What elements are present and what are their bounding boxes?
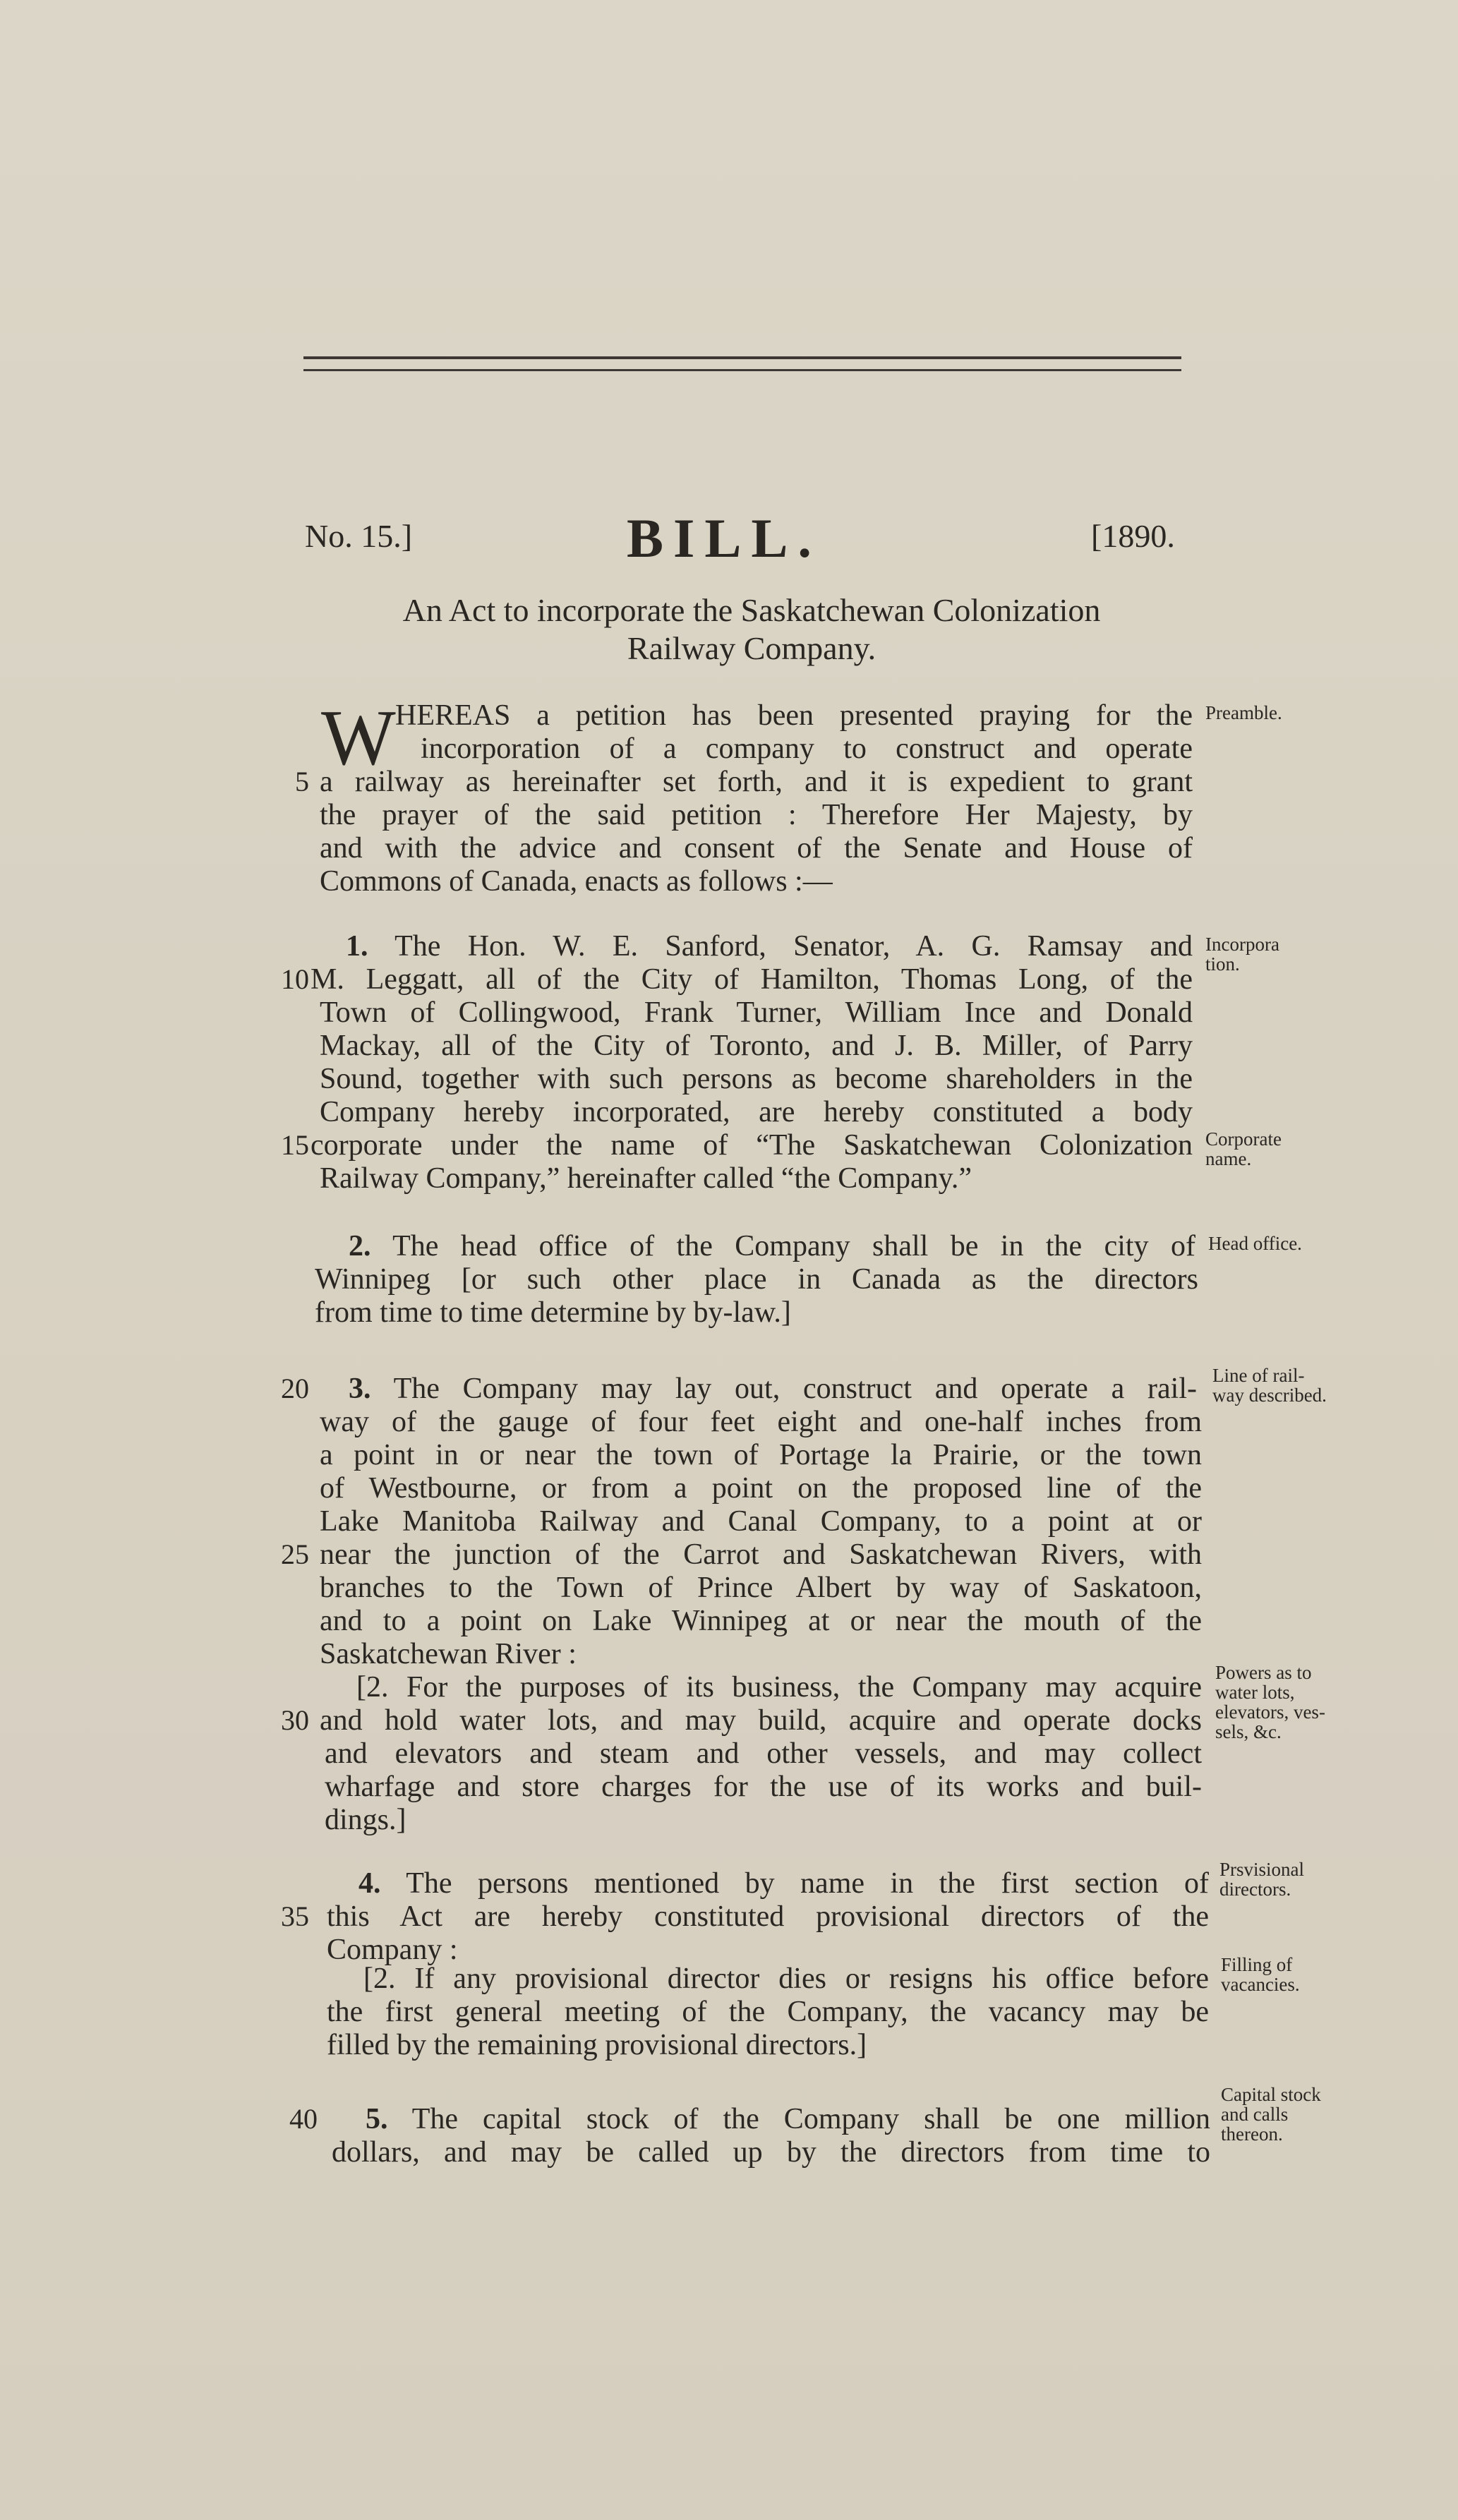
body-line: a point in or near the town of Portage la Prairie, or the town — [320, 1439, 1202, 1471]
section-1-start — [346, 929, 1193, 963]
body-line: Mackay, all of the City of Toronto, and J. B. Miller, of Parry — [320, 1030, 1193, 1062]
body-line: Sound, together with such persons as become shareholders in the — [320, 1063, 1193, 1095]
body-text: The persons mentioned by name in the first section of — [406, 1867, 1209, 1900]
bill-heading: BILL. — [627, 507, 821, 569]
margin-note-head-office — [1208, 1234, 1370, 1253]
body-line: the prayer of the said petition : Therefore Her Majesty, by — [320, 799, 1193, 831]
body-line: filled by the remaining provisional directors.] — [327, 2029, 867, 2061]
line-number: 30 — [281, 1704, 309, 1736]
bill-number: No. 15.] — [305, 518, 413, 554]
section-number: 2. — [349, 1230, 371, 1262]
body-line: branches to the Town of Prince Albert by way of Saskatoon, — [320, 1572, 1202, 1604]
margin-note-text: Preamble. — [1205, 702, 1282, 723]
body-line: Company : — [327, 1934, 458, 1966]
section-number: 1. — [346, 930, 368, 963]
body-line: Saskatchewan River : — [320, 1638, 577, 1670]
top-rule — [303, 356, 1181, 359]
line-number: 15 — [281, 1129, 309, 1161]
margin-note-text: tion. — [1205, 953, 1240, 975]
line-number: 5 — [295, 766, 309, 797]
margin-note-text: sels, &c. — [1215, 1721, 1282, 1742]
body-line: [2. For the purposes of its business, the Company may acquire — [356, 1671, 1202, 1704]
bill-year: [1890. — [1091, 518, 1175, 554]
line-number: 25 — [281, 1538, 309, 1570]
line-number: 10 — [281, 963, 309, 995]
act-title-line-2: Railway Company. — [627, 630, 876, 666]
section-number: 3. — [349, 1373, 371, 1405]
margin-note-text: water lots, — [1215, 1682, 1295, 1703]
body-text: The Company may lay out, construct and operate a rail- — [393, 1373, 1197, 1405]
margin-note-text: Corporate — [1205, 1128, 1282, 1150]
margin-note-text: way described. — [1212, 1385, 1327, 1406]
body-text: The Hon. W. E. Sanford, Senator, A. G. Ramsay and — [394, 930, 1193, 963]
body-line: incorporation of a company to construct and operate — [421, 733, 1193, 765]
body-line: dollars, and may be called up by the directors from time to — [332, 2136, 1210, 2169]
body-text: The head office of the Company shall be in the city of — [392, 1230, 1195, 1262]
body-line: the first general meeting of the Company, the vacancy may be — [327, 1996, 1209, 2028]
margin-note-preamble — [1205, 703, 1368, 723]
body-line: Lake Manitoba Railway and Canal Company, to a point at or — [320, 1505, 1202, 1538]
section-4-start — [359, 1867, 1209, 1900]
body-line: this Act are hereby constituted provisional directors of the — [327, 1900, 1209, 1933]
section-number: 5. — [366, 2103, 388, 2135]
body-line: corporate under the name of “The Saskatchewan Colonization — [311, 1129, 1193, 1162]
drop-cap: W — [321, 694, 396, 782]
margin-note-corporate-name — [1205, 1129, 1368, 1169]
margin-note-filling-vacancies — [1221, 1955, 1383, 1994]
margin-note-text: Line of rail- — [1212, 1365, 1305, 1386]
margin-note-text: Filling of — [1221, 1954, 1293, 1975]
section-number: 4. — [359, 1867, 381, 1900]
body-line: Winnipeg [or such other place in Canada as the directors — [315, 1263, 1198, 1296]
section-3-start — [349, 1372, 1197, 1406]
line-number: 20 — [281, 1373, 309, 1404]
body-line: a railway as hereinafter set forth, and it is expedient to grant — [320, 766, 1193, 798]
body-line: Town of Collingwood, Frank Turner, William Ince and Donald — [320, 996, 1193, 1029]
body-line: wharfage and store charges for the use of its works and buil- — [325, 1771, 1202, 1803]
body-line: of Westbourne, or from a point on the proposed line of the — [320, 1472, 1202, 1505]
body-line: Railway Company,” hereinafter called “the Company.” — [320, 1162, 972, 1195]
body-line: and to a point on Lake Winnipeg at or near the mouth of the — [320, 1605, 1202, 1637]
margin-note-incorporation — [1205, 934, 1368, 974]
body-line: and elevators and steam and other vessels, and may collect — [325, 1737, 1202, 1770]
body-line: and with the advice and consent of the Senate and House of — [320, 832, 1193, 864]
margin-note-text: and calls — [1221, 2104, 1289, 2125]
body-line: and hold water lots, and may build, acquire and operate docks — [320, 1704, 1202, 1737]
margin-note-line-of-railway — [1212, 1365, 1375, 1405]
margin-note-text: Powers as to — [1215, 1662, 1312, 1683]
body-line: dings.] — [325, 1804, 406, 1836]
body-line: from time to time determine by by-law.] — [315, 1296, 791, 1329]
section-2-start — [349, 1229, 1195, 1263]
margin-note-text: directors. — [1219, 1879, 1291, 1900]
section-5-start — [366, 2102, 1210, 2136]
act-title-line-1: An Act to incorporate the Saskatchewan Colonization — [402, 592, 1101, 628]
line-number: 35 — [281, 1900, 309, 1932]
margin-note-text: Head office. — [1208, 1233, 1302, 1254]
margin-note-text: thereon. — [1221, 2123, 1283, 2145]
margin-note-text: elevators, ves- — [1215, 1701, 1325, 1723]
margin-note-text: Prsvisional — [1219, 1859, 1305, 1880]
body-line: [2. If any provisional director dies or resigns his office before — [363, 1963, 1209, 1995]
margin-note-water-lots — [1215, 1663, 1378, 1742]
margin-note-text: Incorpora — [1205, 934, 1279, 955]
margin-note-capital-stock — [1221, 2085, 1383, 2144]
margin-note-text: Capital stock — [1221, 2084, 1321, 2105]
margin-note-provisional-directors — [1219, 1859, 1382, 1899]
top-rule-thin — [303, 369, 1181, 371]
body-line: HEREAS a petition has been presented praying for the — [395, 699, 1193, 732]
body-line: Commons of Canada, enacts as follows :— — [320, 865, 833, 898]
body-text: The capital stock of the Company shall be one million — [411, 2103, 1210, 2135]
margin-note-text: vacancies. — [1221, 1974, 1300, 1995]
body-line: Company hereby incorporated, are hereby constituted a body — [320, 1096, 1193, 1128]
body-line: way of the gauge of four feet eight and one-half inches from — [320, 1406, 1202, 1438]
body-line: near the junction of the Carrot and Saskatchewan Rivers, with — [320, 1538, 1202, 1571]
body-line: M. Leggatt, all of the City of Hamilton, Thomas Long, of the — [311, 963, 1193, 996]
line-number: 40 — [289, 2103, 318, 2135]
margin-note-text: name. — [1205, 1148, 1252, 1169]
